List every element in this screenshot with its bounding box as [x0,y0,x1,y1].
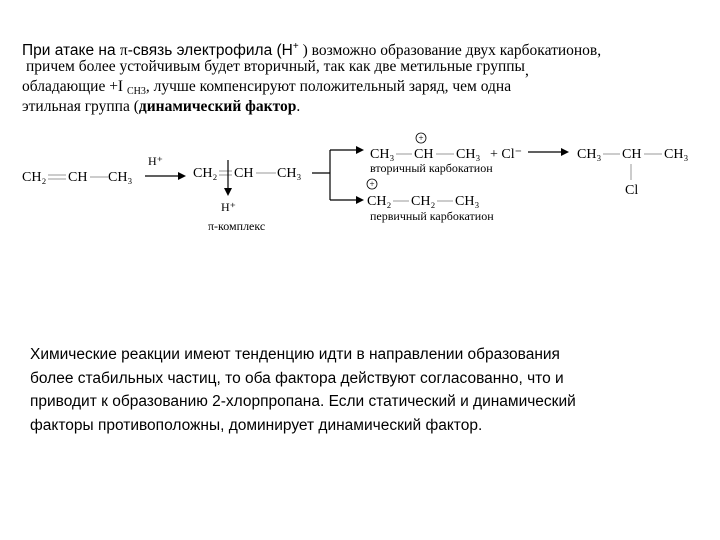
reactant-ch: CH [68,170,88,185]
primary-charge: + [369,179,375,189]
intro-line-3: обладающие +I $_{CH3}$, лучше компенсируют положительный заряд, чем одна [22,78,512,97]
complex-ch3: CH₃ [277,166,302,181]
pi-symbol: π [119,42,128,59]
product-ch: CH [622,147,642,162]
complex-h: H⁺ [221,200,236,214]
product-cl: Cl [625,183,639,198]
conclusion-line: факторы противоположны, доминирует динамический фактор. [30,416,483,434]
intro-line-1: При атаке на π-связь электрофила (Н+ ) возможно образование двух карбокатионов, [22,41,602,59]
secondary-ch3-left: CH₃ [370,147,395,162]
dynamic-factor-term: динамический фактор [138,98,297,115]
primary-ch3: CH₃ [455,194,480,209]
reagent-h-plus: H⁺ [148,154,163,168]
secondary-charge: + [418,133,424,143]
primary-label: первичный карбокатион [370,209,494,223]
branch-upper-head [356,146,364,154]
reactant-ch3: CH₃ [108,170,133,185]
conclusion-line: приводит к образованию 2-хлорпропана. Если статический и динамический [30,393,576,410]
reactant-propene [22,170,132,185]
reactant-ch2: CH₂ [22,170,47,185]
secondary-carbocation [370,133,522,175]
secondary-ch3-right: CH₃ [456,147,481,162]
chloride-ion: + Cl⁻ [490,147,523,162]
intro-line-4: этильная группа (динамический фактор. [22,98,301,115]
secondary-ch: CH [414,147,434,162]
primary-carbocation [367,179,494,223]
primary-ch2-left: CH₂ [367,194,392,209]
secondary-label: вторичный карбокатион [370,161,493,175]
product-ch3-left: CH₃ [577,147,602,162]
branch-lower-head [356,196,364,204]
primary-ch2-middle: CH₂ [411,194,436,209]
complex-label: π-комплекс [208,219,266,233]
pi-complex [193,160,301,233]
product-arrow-head [561,148,569,156]
complex-ch2: CH₂ [193,166,218,181]
intro-line-2: причем более устойчивым будет вторичный, так как две метильные группы, [26,58,529,79]
conclusion-paragraph [30,343,690,437]
product-ch3-right: CH₃ [664,147,689,162]
complex-down-arrow-head [224,188,232,196]
conclusion-line: Химические реакции имеют тенденцию идти в направлении образования [30,346,560,363]
product-2-chloropropane [577,147,688,198]
conclusion-line: более стабильных частиц, то оба фактора действуют согласованно, что и [30,369,564,387]
reaction-arrow-1-head [178,172,186,180]
complex-ch: CH [234,166,254,181]
